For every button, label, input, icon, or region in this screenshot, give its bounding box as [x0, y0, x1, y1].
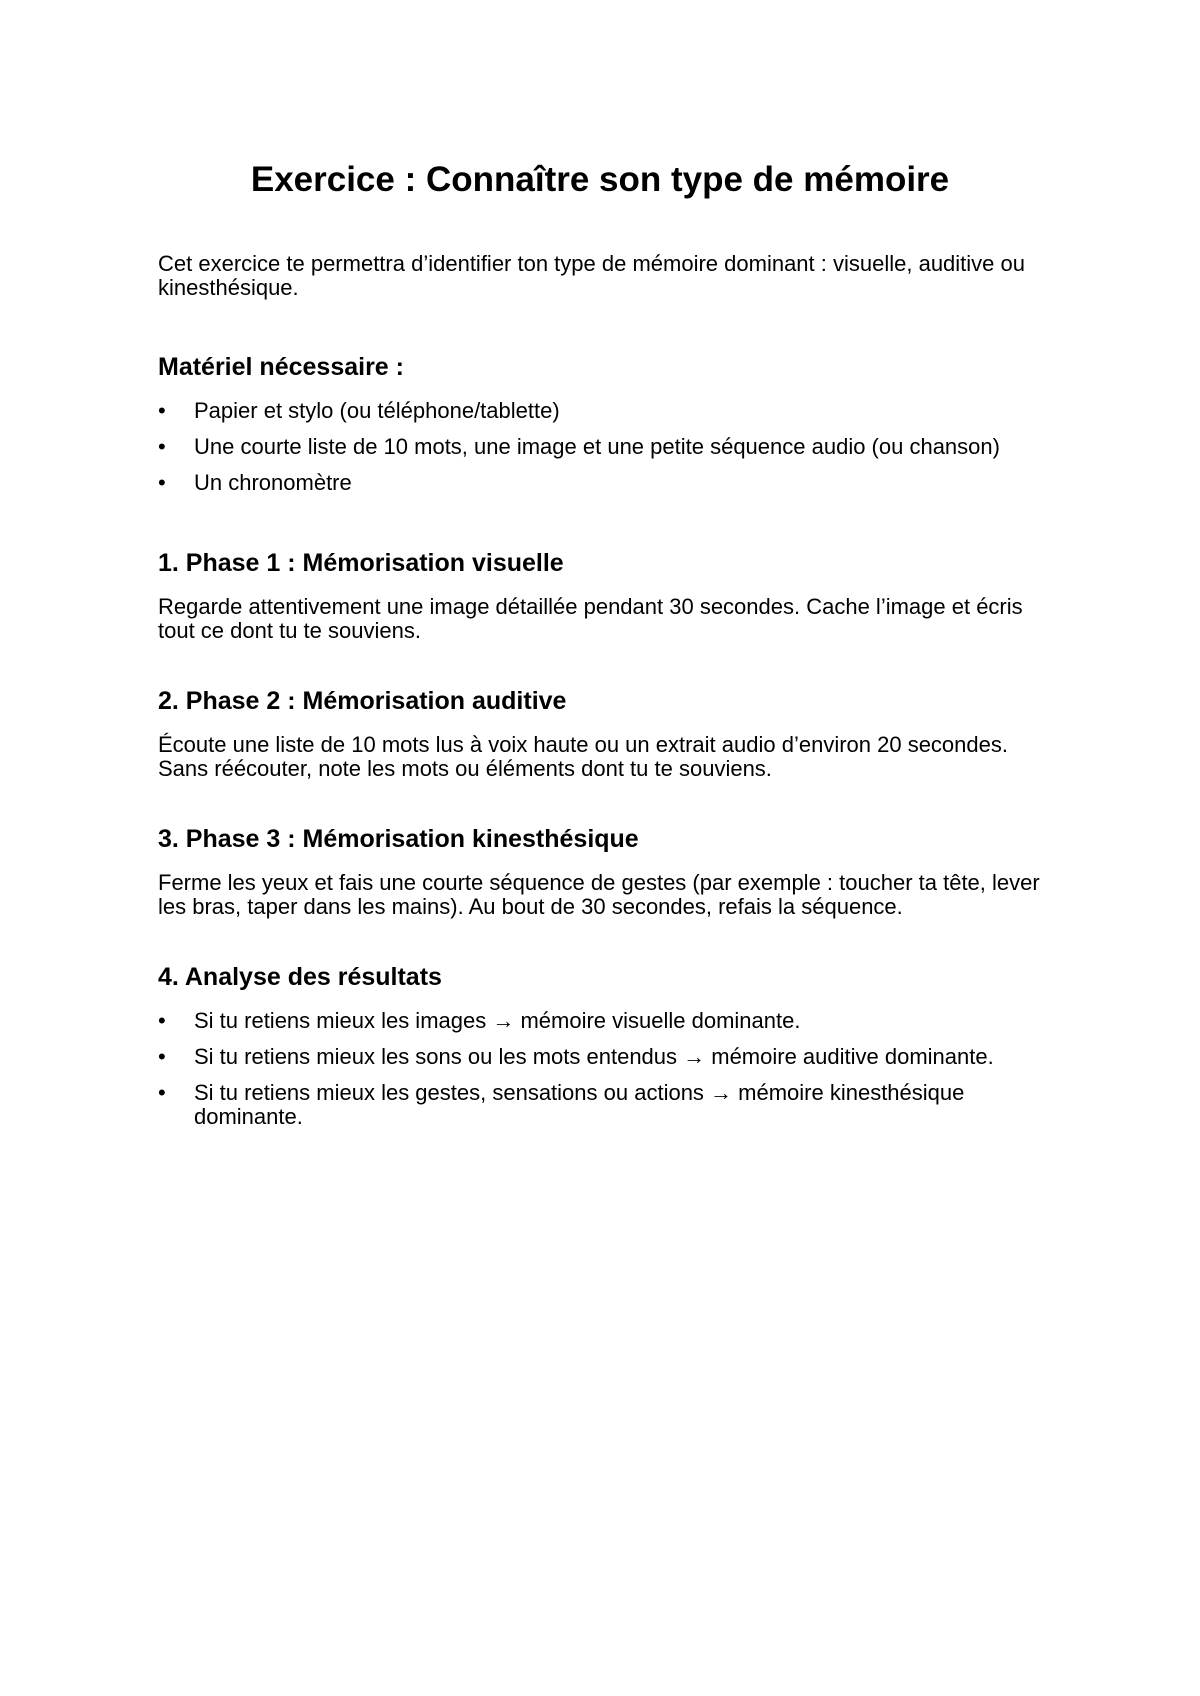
- document-body: [158, 252, 1058, 1129]
- bullet-icon: •: [158, 398, 166, 423]
- list-item: [158, 471, 1058, 495]
- list-item-text: Un chronomètre: [194, 470, 352, 495]
- list-item-text: Si tu retiens mieux les gestes, sensations ou actions → mémoire kinesthésique dominante.: [194, 1080, 965, 1129]
- phase2-text: Écoute une liste de 10 mots lus à voix haute ou un extrait audio d’environ 20 secondes. Sans réécouter, note les mots ou éléments dont tu te souviens.: [158, 732, 1008, 781]
- phase1-heading: 1. Phase 1 : Mémorisation visuelle: [158, 549, 564, 577]
- phase2-heading: 2. Phase 2 : Mémorisation auditive: [158, 687, 567, 715]
- list-item-text: Si tu retiens mieux les images → mémoire visuelle dominante.: [194, 1008, 801, 1033]
- materiel-heading: Matériel nécessaire :: [158, 353, 404, 381]
- page-title: Exercice : Connaître son type de mémoire: [250, 160, 950, 199]
- phase1-text: Regarde attentivement une image détaillée pendant 30 secondes. Cache l’image et écris tout ce dont tu te souviens.: [158, 594, 1023, 643]
- phase3-text: Ferme les yeux et fais une courte séquence de gestes (par exemple : toucher ta tête, lever les bras, taper dans les mains). Au bout de 30 secondes, refais la séquence.: [158, 870, 1040, 919]
- intro-paragraph: Cet exercice te permettra d’identifier ton type de mémoire dominant : visuelle, auditive ou kinesthésique.: [158, 251, 1025, 300]
- analyse-list: [158, 1009, 1058, 1129]
- analyse-heading: 4. Analyse des résultats: [158, 963, 442, 991]
- phase3-heading: 3. Phase 3 : Mémorisation kinesthésique: [158, 825, 639, 853]
- bullet-icon: •: [158, 1008, 166, 1033]
- list-item: [158, 1009, 1058, 1033]
- list-item: [158, 435, 1058, 459]
- bullet-icon: •: [158, 1080, 166, 1105]
- bullet-icon: •: [158, 470, 166, 495]
- bullet-icon: •: [158, 434, 166, 459]
- list-item-text: Une courte liste de 10 mots, une image et une petite séquence audio (ou chanson): [194, 434, 1000, 459]
- list-item: [158, 399, 1058, 423]
- list-item-text: Papier et stylo (ou téléphone/tablette): [194, 398, 560, 423]
- list-item-text: Si tu retiens mieux les sons ou les mots entendus → mémoire auditive dominante.: [194, 1044, 994, 1069]
- list-item: [158, 1081, 1058, 1129]
- bullet-icon: •: [158, 1044, 166, 1069]
- materiel-list: [158, 399, 1058, 495]
- list-item: [158, 1045, 1058, 1069]
